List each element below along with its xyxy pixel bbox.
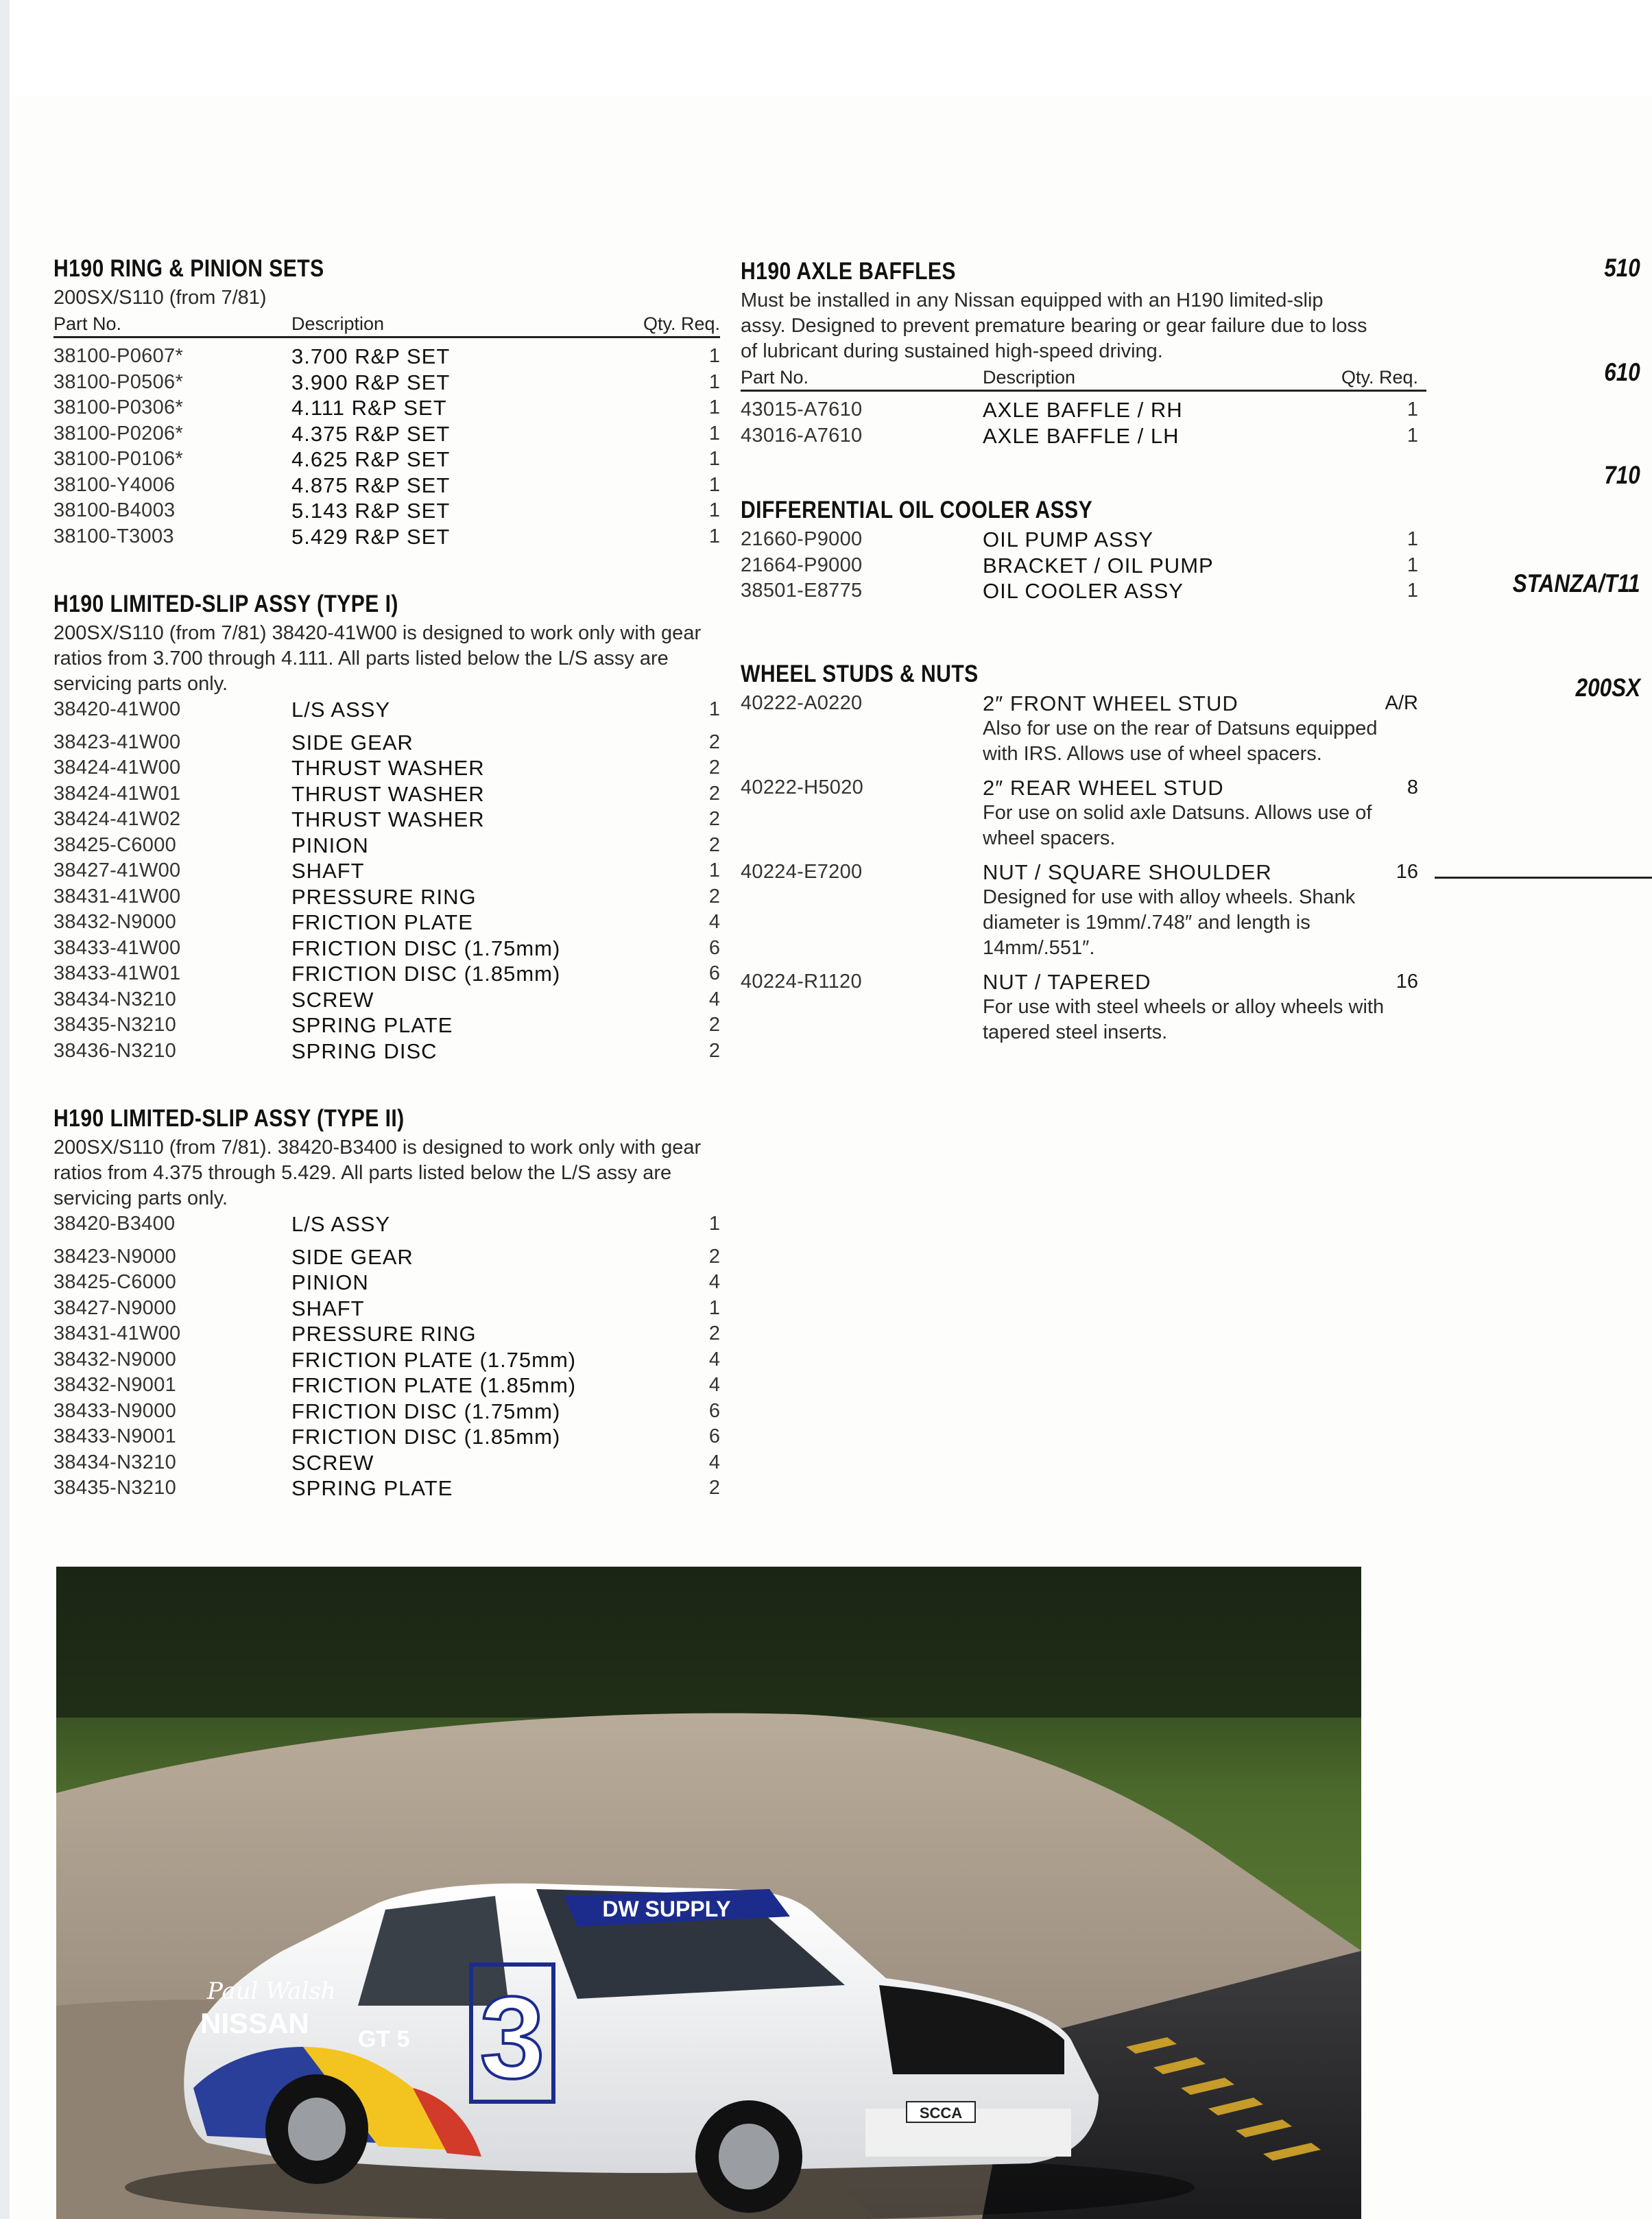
part-number: 38100-P0506* [53, 370, 184, 393]
description: FRICTION PLATE [291, 910, 473, 934]
part-number: 38100-P0607* [53, 345, 184, 367]
stud-line [983, 859, 1418, 885]
description: SCREW [291, 987, 374, 1012]
part-number: 21664-P9000 [741, 554, 863, 576]
part-number: 38432-N9001 [53, 1374, 177, 1396]
quantity: 2 [708, 833, 720, 856]
description: FRICTION DISC (1.75mm) [291, 1399, 561, 1423]
table-row [741, 553, 1426, 579]
part-number: 38423-N9000 [53, 1245, 177, 1268]
table-row [53, 524, 720, 550]
table-row [53, 1373, 720, 1399]
description: PINION [291, 833, 369, 857]
quantity: A/R [1385, 691, 1418, 714]
section-note: Must be installed in any Nissan equipped with an H190 limited-slip assy. Designed to prevent premature bearing or gear failure due to loss of lubricant during sustained high-speed driving. [741, 289, 1367, 362]
section-title: WHEEL STUDS & NUTS [741, 660, 979, 687]
part-number: 38420-B3400 [53, 1213, 176, 1235]
description: L/S ASSY [291, 1212, 391, 1236]
stud-line [983, 691, 1418, 716]
model-tab-710[interactable]: 710 [1604, 461, 1640, 489]
part-number: 38433-41W00 [53, 936, 181, 959]
quantity: 1 [708, 499, 720, 521]
part-number: 38100-P0206* [53, 422, 184, 444]
stud-note: Also for use on the rear of Datsuns equipped with IRS. Allows use of wheel spacers. [983, 717, 1378, 765]
part-number: 40224-R1120 [741, 970, 862, 993]
header-part-no: Part No. [741, 367, 809, 388]
part-number: 38424-41W02 [53, 808, 181, 830]
table-row [53, 447, 720, 473]
stud-item [741, 775, 1426, 851]
part-number: 40222-H5020 [741, 776, 864, 798]
part-number: 38100-B4003 [53, 499, 176, 521]
part-number: 38100-P0306* [53, 396, 184, 418]
quantity: 1 [708, 422, 720, 444]
table-row [53, 884, 720, 910]
quantity: 4 [708, 1271, 720, 1293]
main-assy-row [53, 697, 720, 723]
part-number: 38435-N3210 [53, 1014, 177, 1036]
description: FRICTION PLATE (1.75mm) [291, 1347, 577, 1372]
part-number: 38423-41W00 [53, 731, 181, 753]
part-number: 38435-N3210 [53, 1477, 177, 1499]
description: 4.625 R&P SET [291, 447, 451, 471]
table-row [53, 781, 720, 807]
part-number: 43016-A7610 [741, 424, 863, 447]
description: SPRING PLATE [291, 1013, 453, 1037]
section-title: H190 AXLE BAFFLES [741, 258, 956, 285]
section-title: H190 LIMITED-SLIP ASSY (TYPE II) [53, 1105, 405, 1132]
description: 4.375 R&P SET [291, 421, 451, 446]
quantity: 4 [708, 911, 720, 933]
table-body [53, 344, 720, 549]
ring-pinion-section [53, 255, 720, 549]
table-row [53, 1399, 720, 1425]
header-description: Description [291, 313, 385, 334]
brand-text: NISSAN [200, 2007, 309, 2039]
quantity: 2 [708, 1014, 720, 1036]
part-number: 38100-Y4006 [53, 473, 176, 496]
description: AXLE BAFFLE / LH [983, 423, 1180, 448]
table-row [53, 807, 720, 833]
door-number: 3 [479, 1973, 545, 2103]
model-tab-stanza[interactable]: STANZA/T11 [1513, 569, 1640, 597]
stud-item [741, 691, 1426, 767]
stud-detail [983, 969, 1418, 1045]
quantity: 6 [708, 1425, 720, 1447]
header-description: Description [983, 367, 1076, 388]
quantity: 16 [1396, 860, 1418, 883]
description: SIDE GEAR [291, 1244, 414, 1269]
table-row [53, 370, 720, 396]
table-row [53, 395, 720, 421]
description: 2″ REAR WHEEL STUD [983, 775, 1224, 800]
main-assy-row [53, 1211, 720, 1237]
quantity: 2 [708, 782, 720, 805]
quantity: 1 [708, 370, 720, 393]
quantity: 1 [1406, 424, 1418, 447]
section-note: 200SX/S110 (from 7/81) 38420-41W00 is designed to work only with gear ratios from 3.700 through 4.111. All parts listed below the L/S assy are servicing parts only. [53, 622, 702, 695]
table-row [53, 910, 720, 936]
description: PRESSURE RING [291, 1322, 477, 1346]
part-number: 38100-T3003 [53, 525, 174, 547]
quantity: 2 [708, 731, 720, 753]
part-number: 38501-E8775 [741, 580, 863, 602]
description: BRACKET / OIL PUMP [983, 553, 1214, 578]
side-divider [1435, 877, 1652, 879]
section-subtitle: 200SX/S110 (from 7/81) [53, 287, 267, 309]
race-car-photo [56, 1567, 1361, 2219]
axle-baffles-section [741, 258, 1426, 449]
stud-list [741, 691, 1426, 1045]
part-number: 40224-E7200 [741, 860, 863, 883]
table-row [53, 833, 720, 859]
stud-line [983, 775, 1418, 800]
oil-cooler-section [741, 497, 1426, 604]
table-row [741, 578, 1426, 604]
side-script: Paul Walsh [207, 1978, 336, 2005]
quantity: 4 [708, 1348, 720, 1370]
part-number: 38433-41W01 [53, 962, 181, 984]
quantity: 2 [708, 1039, 720, 1062]
quantity: 1 [708, 525, 720, 547]
quantity: 1 [708, 473, 720, 496]
table-row [53, 961, 720, 987]
table-row [53, 730, 720, 756]
table-row [53, 1039, 720, 1065]
part-number: 38434-N3210 [53, 1451, 177, 1473]
quantity: 1 [708, 1213, 720, 1235]
part-number: 38100-P0106* [53, 448, 184, 470]
quantity: 1 [708, 698, 720, 720]
part-number: 38433-N9001 [53, 1425, 177, 1447]
description: PINION [291, 1270, 369, 1294]
table-row [53, 987, 720, 1013]
part-number: 38432-N9000 [53, 1348, 177, 1370]
section-note: 200SX/S110 (from 7/81). 38420-B3400 is designed to work only with gear ratios from 4.375 through 5.429. All parts listed below the L/S assy are servicing parts only. [53, 1137, 702, 1209]
description: THRUST WASHER [291, 756, 485, 780]
description: 5.143 R&P SET [291, 499, 451, 523]
scan-edge [0, 0, 10, 2219]
table-row [53, 1296, 720, 1322]
description: SPRING PLATE [291, 1476, 453, 1500]
table-body [741, 397, 1426, 449]
scan-margin [0, 0, 1652, 96]
right-column [741, 258, 1426, 1087]
description: SHAFT [291, 1296, 365, 1320]
table-row [741, 397, 1426, 423]
description: AXLE BAFFLE / RH [983, 398, 1183, 422]
table-row [53, 858, 720, 884]
ls-type1-section [53, 591, 720, 1064]
description: FRICTION DISC (1.85mm) [291, 962, 561, 986]
stud-line [983, 969, 1418, 995]
left-column [53, 255, 720, 1543]
description: SHAFT [291, 859, 365, 883]
part-number: 21660-P9000 [741, 528, 863, 550]
part-number: 38420-41W00 [53, 698, 181, 720]
stud-note: For use with steel wheels or alloy wheels with tapered steel inserts. [983, 995, 1385, 1043]
part-number: 38424-41W00 [53, 757, 181, 779]
section-title: H190 LIMITED-SLIP ASSY (TYPE I) [53, 591, 398, 617]
table-row [53, 1270, 720, 1296]
table-row [53, 755, 720, 781]
quantity: 2 [708, 1322, 720, 1344]
table-row [741, 527, 1426, 553]
part-number: 38424-41W01 [53, 782, 181, 805]
table-row [53, 1424, 720, 1450]
part-number: 38436-N3210 [53, 1039, 177, 1062]
ls-type2-section [53, 1105, 720, 1502]
quantity: 2 [708, 1477, 720, 1499]
part-number: 38431-41W00 [53, 1322, 181, 1344]
model-tab-610[interactable]: 610 [1604, 358, 1640, 386]
table-header [53, 313, 720, 338]
table-row [53, 1347, 720, 1373]
table-row [53, 1244, 720, 1270]
table-row [53, 936, 720, 962]
table-body [53, 1244, 720, 1502]
description: THRUST WASHER [291, 807, 485, 831]
stud-note: For use on solid axle Datsuns. Allows use of wheel spacers. [983, 801, 1372, 849]
quantity: 1 [1406, 554, 1418, 576]
quantity: 1 [708, 345, 720, 367]
description: 3.900 R&P SET [291, 370, 451, 394]
model-tab-200sx[interactable]: 200SX [1575, 674, 1640, 702]
part-number: 38427-41W00 [53, 859, 181, 881]
stud-note: Designed for use with alloy wheels. Shank diameter is 19mm/.748″ and length is 14mm/.551″. [983, 886, 1356, 959]
windshield-banner: DW SUPPLY [602, 1897, 731, 1921]
table-row [53, 421, 720, 447]
section-title: H190 RING & PINION SETS [53, 255, 324, 282]
quantity: 4 [708, 1451, 720, 1473]
quantity: 4 [708, 988, 720, 1010]
table-row [53, 344, 720, 370]
quantity: 6 [708, 1399, 720, 1422]
description: OIL PUMP ASSY [983, 527, 1154, 551]
part-number: 38433-N9000 [53, 1399, 177, 1422]
quantity: 1 [708, 859, 720, 881]
part-number: 38432-N9000 [53, 911, 177, 933]
table-row [53, 1012, 720, 1039]
part-number: 40222-A0220 [741, 691, 863, 714]
header-part-no: Part No. [53, 313, 122, 334]
part-number: 43015-A7610 [741, 399, 863, 420]
table-row [53, 1475, 720, 1502]
race-car-illustration [56, 1567, 1361, 2219]
description: SPRING DISC [291, 1039, 438, 1063]
description: L/S ASSY [291, 698, 391, 722]
description: SIDE GEAR [291, 730, 414, 755]
stud-detail [983, 859, 1418, 961]
description: 3.700 R&P SET [291, 344, 451, 368]
quantity: 1 [708, 1296, 720, 1319]
stud-detail [983, 775, 1418, 851]
quantity: 1 [1406, 399, 1418, 420]
quantity: 1 [1406, 528, 1418, 550]
description: 4.875 R&P SET [291, 473, 451, 497]
description: 4.111 R&P SET [291, 396, 447, 420]
description: FRICTION DISC (1.85mm) [291, 1425, 561, 1449]
table-row [741, 423, 1426, 449]
quantity: 1 [708, 448, 720, 470]
description: OIL COOLER ASSY [983, 579, 1184, 603]
header-qty: Qty. Req. [643, 313, 720, 334]
header-qty: Qty. Req. [1341, 367, 1418, 388]
table-row [53, 1321, 720, 1347]
description: 2″ FRONT WHEEL STUD [983, 691, 1238, 715]
description: THRUST WASHER [291, 781, 485, 806]
table-body [741, 527, 1426, 604]
table-header [741, 367, 1426, 392]
table-row [53, 498, 720, 524]
section-title: DIFFERENTIAL OIL COOLER ASSY [741, 497, 1093, 523]
description: SCREW [291, 1450, 374, 1475]
description: 5.429 R&P SET [291, 524, 451, 549]
quantity: 16 [1396, 970, 1418, 993]
part-number: 38425-C6000 [53, 833, 177, 856]
quantity: 4 [708, 1374, 720, 1396]
model-tab-510[interactable]: 510 [1604, 254, 1640, 282]
quantity: 2 [708, 1245, 720, 1268]
quantity: 2 [708, 808, 720, 830]
part-number: 38425-C6000 [53, 1271, 177, 1293]
description: PRESSURE RING [291, 884, 477, 909]
quantity: 6 [708, 962, 720, 984]
quantity: 8 [1406, 776, 1418, 798]
quantity: 6 [708, 936, 720, 959]
part-number: 38427-N9000 [53, 1296, 177, 1319]
plate-text: SCCA [919, 2104, 963, 2122]
quantity: 2 [708, 885, 720, 907]
quantity: 1 [1406, 580, 1418, 602]
description: NUT / SQUARE SHOULDER [983, 859, 1272, 884]
stud-detail [983, 691, 1418, 767]
description: FRICTION DISC (1.75mm) [291, 936, 561, 960]
description: FRICTION PLATE (1.85mm) [291, 1373, 577, 1397]
description: NUT / TAPERED [983, 969, 1151, 994]
class-badge: GT 5 [358, 2026, 410, 2052]
quantity: 2 [708, 757, 720, 779]
stud-item [741, 859, 1426, 961]
table-body [53, 730, 720, 1065]
wheel-studs-section [741, 661, 1426, 1045]
part-number: 38431-41W00 [53, 885, 181, 907]
table-row [53, 1450, 720, 1476]
table-row [53, 473, 720, 499]
part-number: 38434-N3210 [53, 988, 177, 1010]
quantity: 1 [708, 396, 720, 418]
stud-item [741, 969, 1426, 1045]
